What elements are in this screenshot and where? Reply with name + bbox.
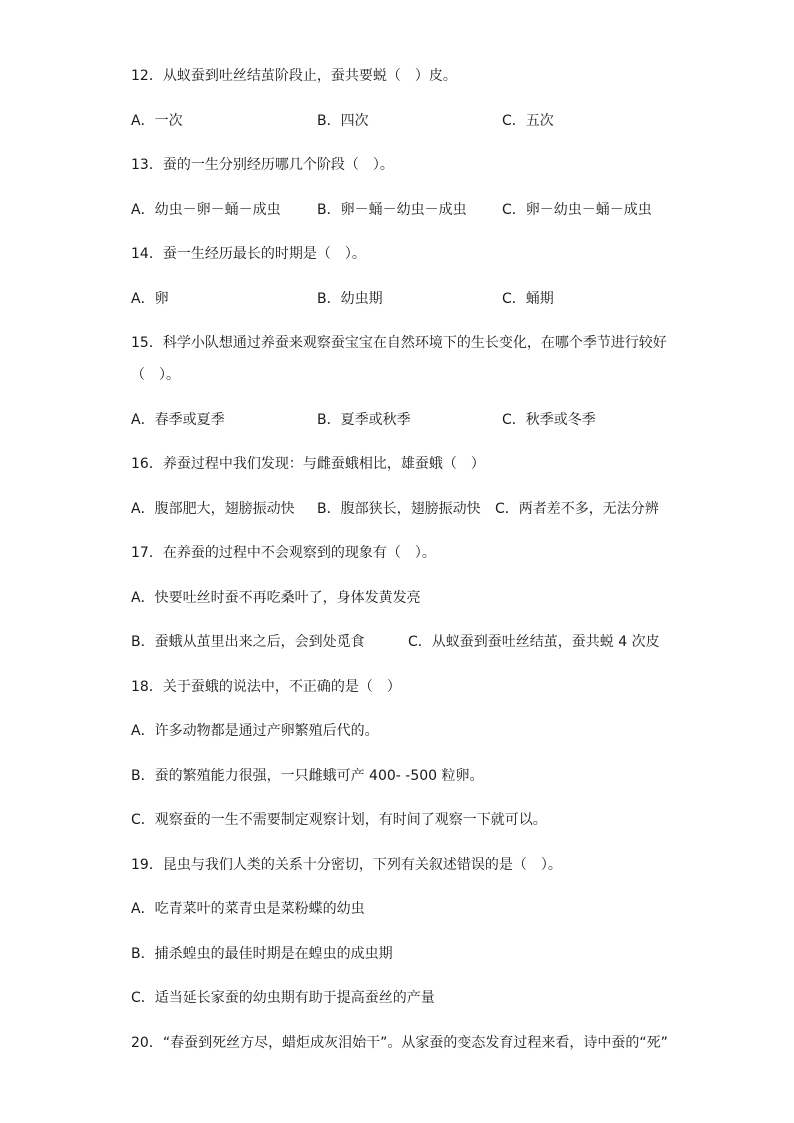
question-15-option-c: C．秋季或冬季 [502,412,596,428]
question-13-stem: 13．蚕的一生分别经历哪几个阶段（ ）。 [131,157,394,173]
question-12-option-a: A．一次 [131,113,183,129]
question-19-option-a: A．吃青菜叶的菜青虫是菜粉蝶的幼虫 [131,901,365,917]
question-12-stem: 12．从蚁蚕到吐丝结茧阶段止，蚕共要蜕（ ）皮。 [131,68,457,84]
question-13-option-a: A．幼虫－卵－蛹－成虫 [131,202,281,218]
question-18-option-c: C．观察蚕的一生不需要制定观察计划，有时间了观察一下就可以。 [131,812,547,828]
question-18-option-b: B．蚕的繁殖能力很强，一只雌蛾可产 400- -500 粒卵。 [131,768,484,784]
question-13-option-b: B．卵－蛹－幼虫－成虫 [317,202,467,218]
question-15-stem: 15．科学小队想通过养蚕来观察蚕宝宝在自然环境下的生长变化，在哪个季节进行较好 [131,335,667,351]
question-12-option-b: B．四次 [317,113,369,129]
question-14-option-c: C．蛹期 [502,291,554,307]
question-14-stem: 14．蚕一生经历最长的时期是（ ）。 [131,246,366,262]
question-18-option-a: A．许多动物都是通过产卵繁殖后代的。 [131,723,379,739]
question-15-option-a: A．春季或夏季 [131,412,225,428]
question-20-stem: 20．“春蚕到死丝方尽，蜡炬成灰泪始干”。从家蚕的变态发育过程来看，诗中蚕的“死” [131,1035,668,1051]
question-17-stem: 17．在养蚕的过程中不会观察到的现象有（ ）。 [131,545,436,561]
question-17-option-a: A．快要吐丝时蚕不再吃桑叶了，身体发黄发亮 [131,590,421,606]
question-18-stem: 18．关于蚕蛾的说法中，不正确的是（ ） [131,679,401,695]
question-14-option-b: B．幼虫期 [317,291,383,307]
question-16-option-a: A．腹部肥大，翅膀振动快 [131,501,295,517]
question-15-stem-continued: （ ）。 [131,367,180,383]
question-13-option-c: C．卵－幼虫－蛹－成虫 [502,202,652,218]
question-12-option-c: C．五次 [502,113,554,129]
question-16-option-b: B．腹部狭长，翅膀振动快 [317,501,481,517]
question-16-option-c: C．两者差不多，无法分辨 [495,501,659,517]
question-15-option-b: B．夏季或秋季 [317,412,411,428]
question-19-option-b: B．捕杀蝗虫的最佳时期是在蝗虫的成虫期 [131,946,393,962]
question-19-stem: 19．昆虫与我们人类的关系十分密切，下列有关叙述错误的是（ ）。 [131,857,562,873]
question-17-option-c: C．从蚁蚕到蚕吐丝结茧，蚕共蜕 4 次皮 [408,634,660,650]
question-17-option-b: B．蚕蛾从茧里出来之后，会到处觅食 [131,634,365,650]
question-16-stem: 16．养蚕过程中我们发现：与雌蚕蛾相比，雄蚕蛾（ ） [131,456,485,472]
question-14-option-a: A．卵 [131,291,169,307]
question-19-option-c: C．适当延长家蚕的幼虫期有助于提高蚕丝的产量 [131,990,435,1006]
